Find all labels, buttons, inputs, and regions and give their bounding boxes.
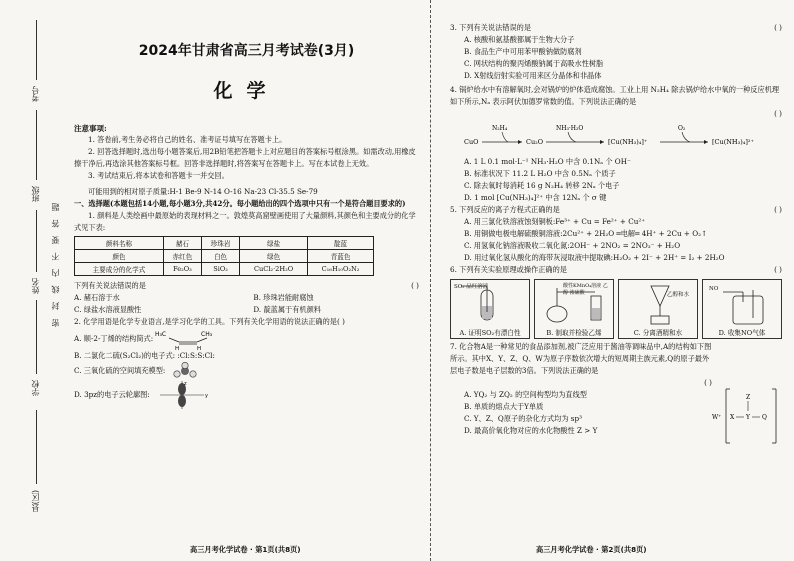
q7-option-c: C. Y、Z、Q原子的杂化方式均为 sp³ xyxy=(464,414,582,423)
q3-option-b: B. 食品生产中可用苯甲酸钠做防腐剂 xyxy=(464,47,582,56)
name-label: 姓名 xyxy=(31,278,40,294)
table-cell: C₁₆H₁₀O₂N₂ xyxy=(308,263,374,276)
table-cell: Fe₂O₃ xyxy=(163,263,201,276)
q3-option-d: D. X射线衍射实验可用来区分晶体和非晶体 xyxy=(464,71,602,80)
q4-option-a: A. 1 L 0.1 mol·L⁻¹ NH₃·H₂O 中含 0.1Nₐ 个 OH⁻ xyxy=(464,157,631,166)
seal-line-text: 密 封 线 内 不 要 答 题 xyxy=(51,200,60,327)
mech-cuo: CuO xyxy=(464,138,479,146)
exam-no-label: 考号 xyxy=(31,86,40,102)
page-2-footer: 高三月考化学试卷 · 第2页(共8页) xyxy=(536,545,647,554)
struct-q: Q xyxy=(762,414,767,421)
table-cell: SiO₂ xyxy=(201,263,239,276)
mech-cu-nh3-2plus: [Cu(NH₃)₄]²⁺ xyxy=(712,138,754,146)
q3-answer-paren: ( ) xyxy=(774,23,782,32)
separatory-funnel-icon xyxy=(621,282,699,326)
q5-option-c: C. 用氢氧化钠溶液吸收二氧化氮:2OH⁻ + 2NO₂ = 2NO₃⁻ + H₂O xyxy=(464,241,681,250)
q4-mechanism-diagram xyxy=(464,120,784,154)
q6-figure-a-caption: A. 证明SO₂有漂白性 xyxy=(459,329,521,337)
page-1-content xyxy=(74,40,419,410)
q6-figure-a-label: SO₂ 品红溶液 xyxy=(454,284,489,290)
q2-option-d: D. 3pz的电子云轮廓图: xyxy=(74,390,150,399)
q6-figure-b-label: 酸性KMnO₄溶液 乙醇 浓硫酸 xyxy=(563,283,608,296)
q7-text xyxy=(450,341,712,451)
county-label: 县(区) xyxy=(31,490,40,513)
q6-figure-b-caption: B. 制取并检验乙烯 xyxy=(546,329,602,337)
table-cell: 靛蓝 xyxy=(308,237,374,250)
q7-option-a: A. YQ₂ 与 ZQ₂ 的空间构型均为直线型 xyxy=(464,390,587,399)
subject-title: 化学 xyxy=(213,80,280,102)
q2-stem: 2. 化学用语是化学专业语言,是学习化学的工具。下列有关化学用语的说法正确的是( ) xyxy=(74,317,345,326)
svg-text:H: H xyxy=(175,346,180,350)
q7-option-b: B. 单质的熔点大于Y单质 xyxy=(464,402,544,411)
county-line xyxy=(36,410,37,484)
q5-stem-row xyxy=(450,204,782,216)
svg-text:y: y xyxy=(204,393,208,399)
q1-answer-paren: ( ) xyxy=(411,281,419,290)
q1-ask-text: 下列有关说法错误的是 xyxy=(74,281,146,290)
notice-1: 1. 答卷前,考生务必将自己的姓名、准考证号填写在答题卡上。 xyxy=(88,135,287,144)
cis-butene-structure-icon xyxy=(153,328,223,350)
page-1-footer: 高三月考化学试卷 · 第1页(共8页) xyxy=(190,545,301,554)
svg-text:H₃C: H₃C xyxy=(155,331,167,338)
q1-option-d: D. 靛蓝属于有机颜料 xyxy=(253,305,321,314)
struct-z: Z xyxy=(746,394,751,401)
table-cell: 青蓝色 xyxy=(308,250,374,263)
q6-figure-c-label: 乙醇和水 xyxy=(667,292,690,298)
q3-option-c: C. 网状结构的聚丙烯酸钠属于高吸水性树脂 xyxy=(464,59,604,68)
q6-apparatus-figures xyxy=(450,279,782,339)
struct-x: X xyxy=(730,414,735,421)
q4-paren-row xyxy=(450,108,782,120)
pz-orbital-icon xyxy=(150,380,210,410)
q2-option-a-row xyxy=(74,328,419,350)
q5-answer-paren: ( ) xyxy=(774,205,782,214)
q7-option-d: D. 最高价氧化物对应的水化物酸性 Z > Y xyxy=(464,426,598,435)
q4-answer-paren: ( ) xyxy=(774,109,782,118)
notice-2: 2. 回答选择题时,选出每小题答案后,用2B铅笔把答题卡上对应题目的答案标号框涂黑。如需改动,用橡皮擦干净后,再选涂其他答案标号框。回答非选择题时,将答案写在答题卡上。写在本试卷上无效。 xyxy=(74,147,416,168)
q7-paren-row xyxy=(450,377,712,389)
so3-model-icon xyxy=(165,362,205,380)
q6-figure-d-label: NO xyxy=(709,286,719,292)
q2-option-b: B. 二氯化二硫(S₂Cl₂)的电子式: :Cl:S:S:Cl: xyxy=(74,351,215,360)
svg-text:H: H xyxy=(197,346,202,350)
mech-n2h4: N₂H₄ xyxy=(492,125,508,132)
q6-stem-row xyxy=(450,264,782,276)
mech-cu-nh3-plus: [Cu(NH₃)₄]⁺ xyxy=(608,138,648,146)
q1-options-row-1 xyxy=(74,292,419,304)
q1-table xyxy=(74,236,374,276)
school-label: 学校 xyxy=(31,380,40,396)
q1-options-row-2 xyxy=(74,304,419,316)
table-cell: 绿盐 xyxy=(240,237,308,250)
struct-w: W⁺ xyxy=(712,414,722,421)
q4-option-b: B. 标准状况下 11.2 L H₂O 中含 0.5Nₐ 个质子 xyxy=(464,169,616,178)
q2-option-a: A. 顺-2-丁烯的结构简式: xyxy=(74,334,154,343)
table-cell: 白色 xyxy=(201,250,239,263)
q6-figure-d-caption: D. 收集NO气体 xyxy=(718,329,766,337)
q6-stem: 6. 下列有关实验原理或操作正确的是 xyxy=(450,265,567,274)
q6-answer-paren: ( ) xyxy=(774,265,782,274)
q5-stem: 5. 下列反应的离子方程式正确的是 xyxy=(450,205,560,214)
q7-stem: 7. 化合物A是一种常见的食品添加剂,被广泛应用于酱油等调味品中,A的结构如下图所示。其中X、Y、Z、Q、W为原子序数依次增大的短周期主族元素,Q的原子最外层电子数是电子层数的3倍。下列说法正确的是 xyxy=(450,342,712,375)
notice-3: 3. 考试结束后,将本试卷和答题卡一并交回。 xyxy=(88,171,229,180)
q6-figure-c xyxy=(618,279,698,339)
q4-option-c: C. 除去氧时每消耗 16 g N₂H₄ 转移 2Nₐ 个电子 xyxy=(464,181,620,190)
table-row xyxy=(75,237,374,250)
table-cell: 赤红色 xyxy=(163,250,201,263)
q7-answer-paren: ( ) xyxy=(704,378,712,387)
mech-o2: O₂ xyxy=(678,125,686,132)
q5-option-a: A. 用三氯化铁溶液蚀刻铜板:Fe³⁺ + Cu = Fe²⁺ + Cu²⁺ xyxy=(464,217,645,226)
q1-option-c: C. 绿盐水溶液显酸性 xyxy=(74,305,142,314)
class-line xyxy=(36,110,37,180)
q1-stem: 1. 颜料是人类绘画中最原始的表现材料之一。敦煌莫高窟壁画使用了大量颜料,其颜色和主要成分的化学式见下表: xyxy=(74,211,416,232)
section-1-heading: 一、选择题(本题包括14小题,每小题3分,共42分。每小题给出的四个选项中只有一个是符合题目要求的) xyxy=(74,199,406,208)
notice-title: 注意事项: xyxy=(74,124,107,133)
q6-figure-a xyxy=(450,279,530,339)
q2-option-d-row xyxy=(74,380,419,410)
q5-option-b: B. 用铜做电极电解硫酸铜溶液:2Cu²⁺ + 2H₂O ═电解═ 4H⁺ + 2Cu + O₂↑ xyxy=(464,229,708,238)
q2-option-c-row xyxy=(74,362,419,380)
page-2 xyxy=(436,0,794,561)
page-2-content xyxy=(450,22,782,451)
svg-text:z: z xyxy=(183,381,187,387)
table-cell: 颜料名称 xyxy=(75,237,164,250)
table-row xyxy=(75,263,374,276)
mech-nh3h2o: NH₃·H₂O xyxy=(556,125,584,132)
page-divider xyxy=(430,0,431,561)
q7-block xyxy=(450,341,782,451)
q3-stem-row xyxy=(450,22,782,34)
svg-text:CH₃: CH₃ xyxy=(201,331,213,338)
struct-y: Y xyxy=(746,414,750,421)
q5-option-d: D. 用过氧化氢从酸化的海带灰浸取液中提取碘:H₂O₂ + 2I⁻ + 2H⁺ = I₂ + 2H₂O xyxy=(464,253,725,262)
table-cell: 珍珠岩 xyxy=(201,237,239,250)
q4-option-d: D. 1 mol [Cu(NH₃)₄]²⁺ 中含 12Nₐ 个 σ 键 xyxy=(464,193,607,202)
name-line xyxy=(36,210,37,272)
exam-title: 2024年甘肃省高三月考试卷(3月) xyxy=(138,43,355,59)
table-cell: 赭石 xyxy=(163,237,201,250)
mech-cu2o: Cu₂O xyxy=(526,138,544,146)
q6-figure-d xyxy=(702,279,782,339)
binding-strip xyxy=(0,0,62,561)
q6-figure-b xyxy=(534,279,614,339)
table-cell: 绿色 xyxy=(240,250,308,263)
atomic-mass: 可能用到的相对原子质量:H-1 Be-9 N-14 O-16 Na-23 Cl-35.5 Se-79 xyxy=(88,187,318,196)
table-cell: CuCl₂·2H₂O xyxy=(240,263,308,276)
table-cell: 主要成分的化学式 xyxy=(75,263,164,276)
table-cell: 颜色 xyxy=(75,250,164,263)
q1-option-b: B. 珍珠岩能耐腐蚀 xyxy=(253,293,314,302)
school-line xyxy=(36,300,37,374)
q3-option-a: A. 核酸和氨基酸都属于生物大分子 xyxy=(464,35,575,44)
q6-figure-c-caption: C. 分离酒精和水 xyxy=(633,329,683,337)
exam-no-line xyxy=(36,20,37,80)
q2-option-c: C. 三氧化硫的空间填充模型: xyxy=(74,366,166,375)
q7-structure-diagram xyxy=(712,381,780,451)
class-label: 班级 xyxy=(31,186,40,202)
q1-ask xyxy=(74,280,419,292)
q3-stem: 3. 下列有关说法错误的是 xyxy=(450,23,532,32)
q1-option-a: A. 赭石溶于水 xyxy=(74,293,120,302)
table-row xyxy=(75,250,374,263)
q4-stem: 4. 锅炉给水中有溶解氧时,会对锅炉的炉体造成腐蚀。工业上用 N₂H₄ 除去锅炉给水中氧的一种反应机理如下所示,Nₐ 表示阿伏加德罗常数的值。下列说法正确的是 xyxy=(450,85,780,106)
